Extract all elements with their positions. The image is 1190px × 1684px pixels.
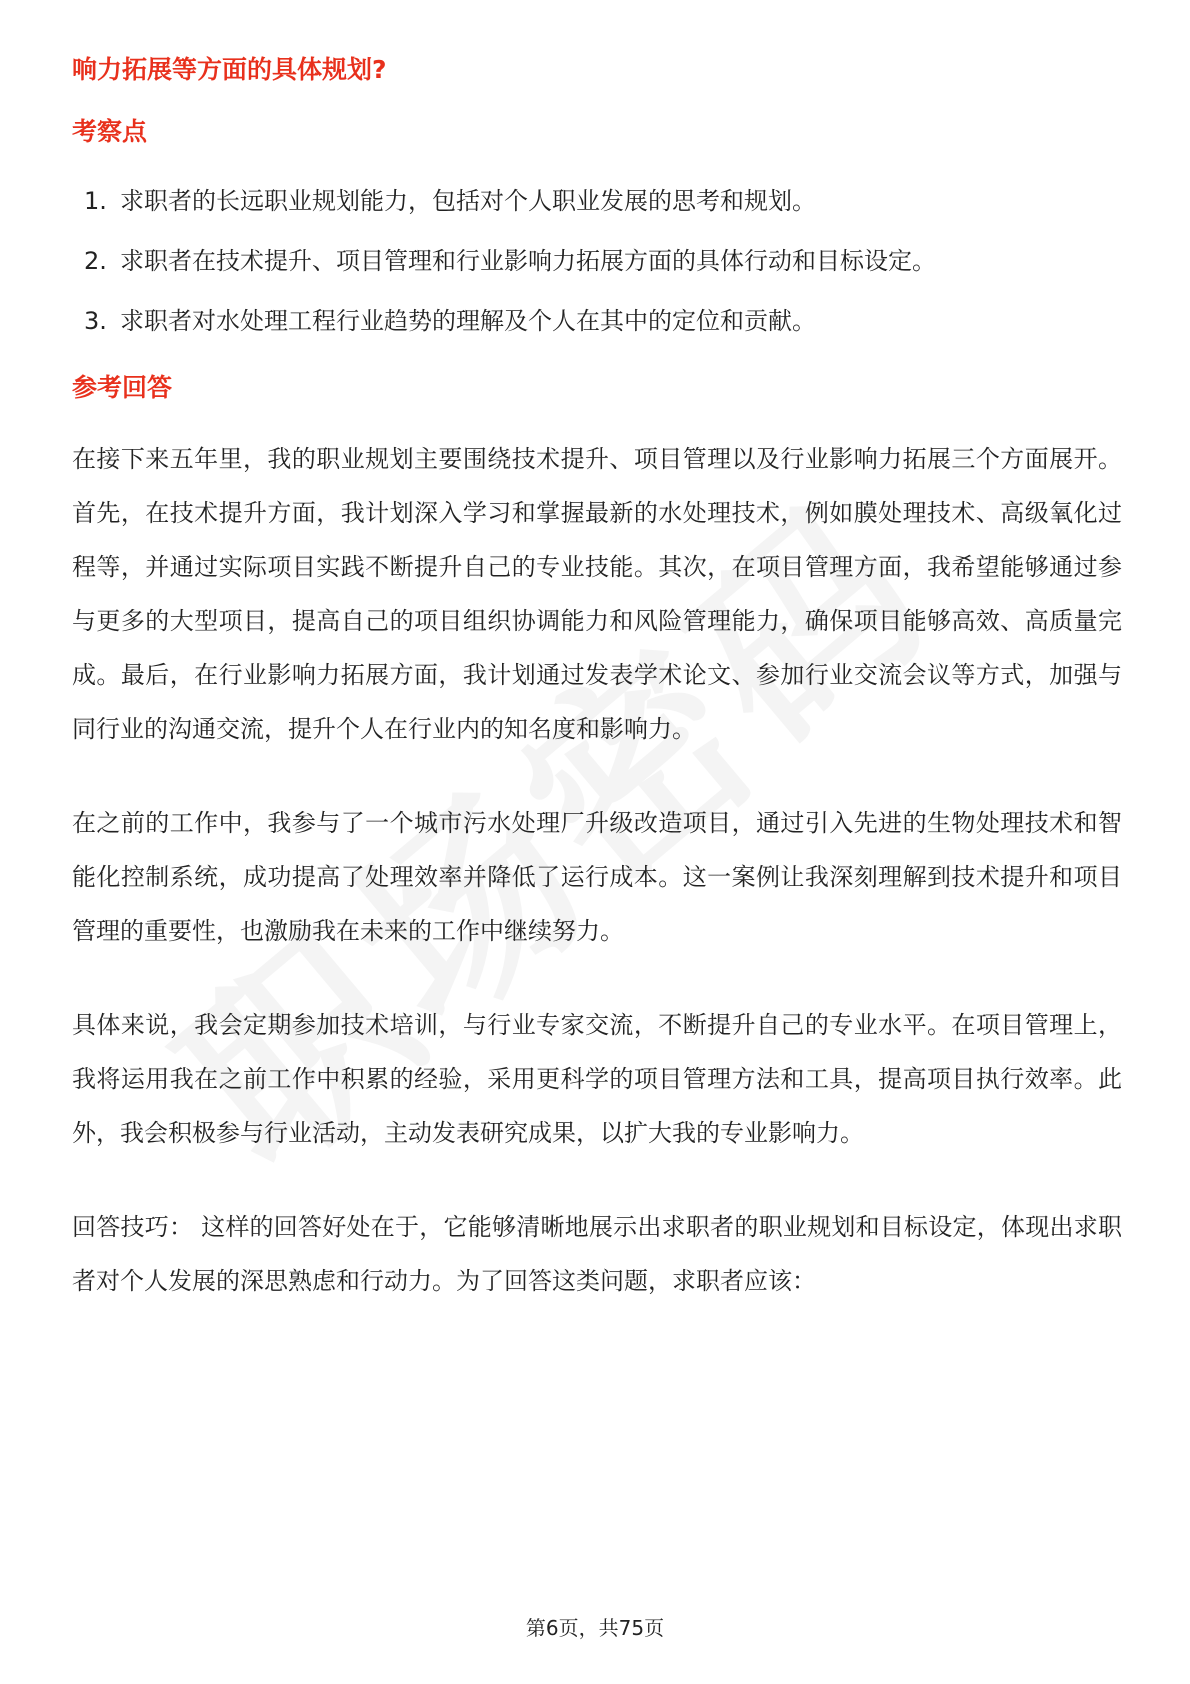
list-text: 求职者对水处理工程行业趋势的理解及个人在其中的定位和贡献。 <box>120 307 816 335</box>
assessment-points-list <box>72 186 1122 336</box>
page-footer: 第6页，共75页 <box>525 1616 665 1640</box>
section-heading-kaocha: 考察点 <box>72 117 148 146</box>
list-text: 求职者的长远职业规划能力，包括对个人职业发展的思考和规划。 <box>120 187 816 215</box>
list-item <box>72 246 1122 276</box>
page-content <box>72 52 1122 1308</box>
list-text: 求职者在技术提升、项目管理和行业影响力拓展方面的具体行动和目标设定。 <box>120 247 936 275</box>
answer-paragraph: 在之前的工作中，我参与了一个城市污水处理厂升级改造项目，通过引入先进的生物处理技术和智能化控制系统，成功提高了处理效率并降低了运行成本。这一案例让我深刻理解到技术提升和项目管理的重要性，也激励我在未来的工作中继续努力。 <box>72 809 1122 945</box>
list-number: 3. <box>84 307 107 335</box>
answer-paragraph: 具体来说，我会定期参加技术培训，与行业专家交流，不断提升自己的专业水平。在项目管理上，我将运用我在之前工作中积累的经验，采用更科学的项目管理方法和工具，提高项目执行效率。此外，我会积极参与行业活动，主动发表研究成果，以扩大我的专业影响力。 <box>72 1011 1122 1147</box>
answer-tips-paragraph: 回答技巧： 这样的回答好处在于，它能够清晰地展示出求职者的职业规划和目标设定，体现出求职者对个人发展的深思熟虑和行动力。为了回答这类问题，求职者应该： <box>72 1213 1122 1295</box>
list-item <box>72 306 1122 336</box>
answer-paragraph: 在接下来五年里，我的职业规划主要围绕技术提升、项目管理以及行业影响力拓展三个方面展开。首先，在技术提升方面，我计划深入学习和掌握最新的水处理技术，例如膜处理技术、高级氧化过程等，并通过实际项目实践不断提升自己的专业技能。其次，在项目管理方面，我希望能够通过参与更多的大型项目，提高自己的项目组织协调能力和风险管理能力，确保项目能够高效、高质量完成。最后，在行业影响力拓展方面，我计划通过发表学术论文、参加行业交流会议等方式，加强与同行业的沟通交流，提升个人在行业内的知名度和影响力。 <box>72 445 1122 743</box>
list-item <box>72 186 1122 216</box>
section-heading-huida: 参考回答 <box>72 373 173 402</box>
list-number: 2. <box>84 247 107 275</box>
question-heading: 响力拓展等方面的具体规划? <box>72 55 387 84</box>
list-number: 1. <box>84 187 107 215</box>
